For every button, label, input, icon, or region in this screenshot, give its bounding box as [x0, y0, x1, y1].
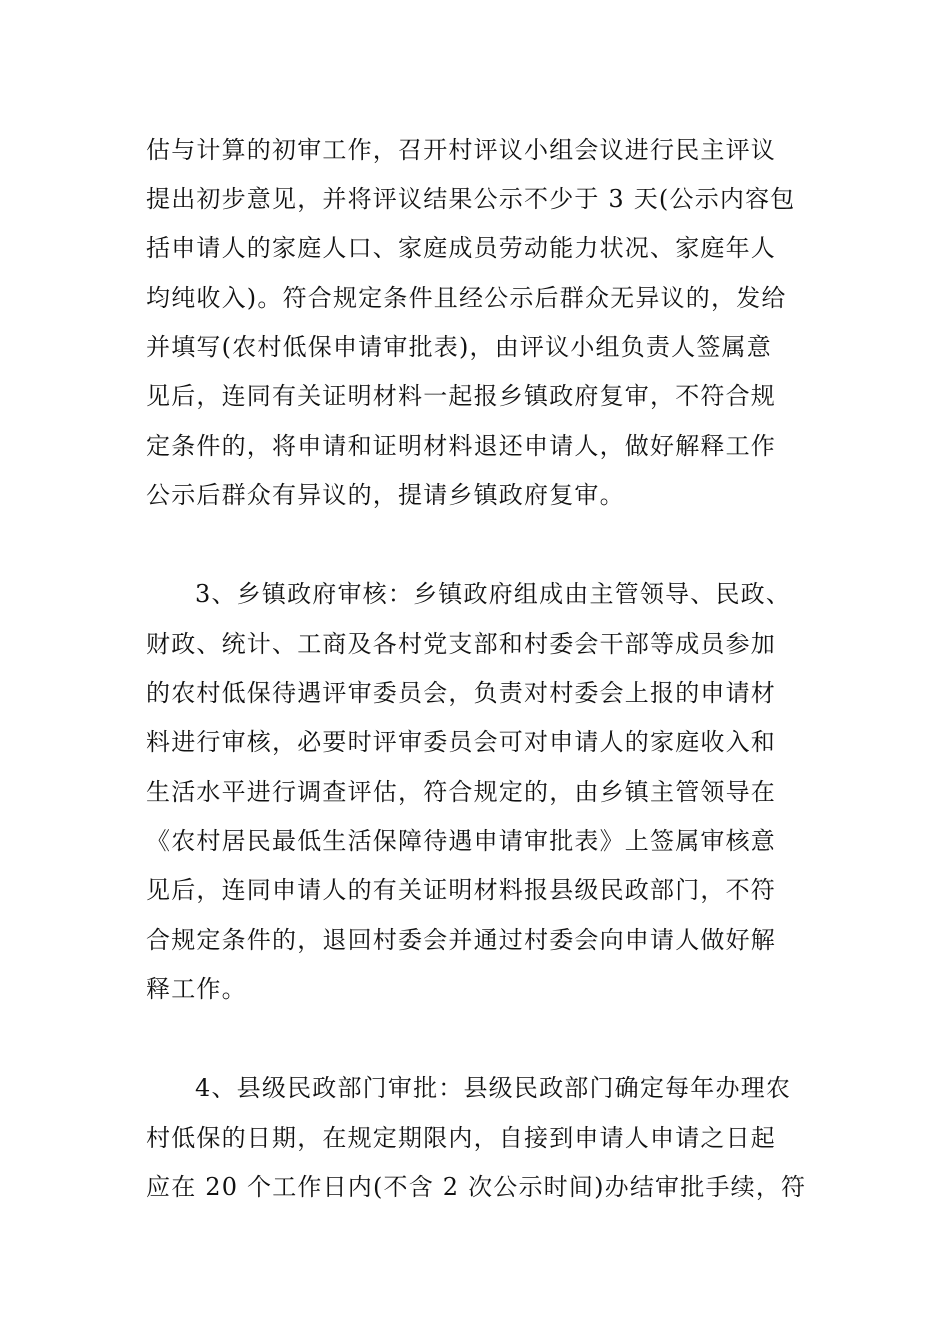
paragraph-2-line-8: 合规定条件的，退回村委会并通过村委会向申请人做好解: [146, 926, 776, 954]
paragraph-3-line-1: 4、县级民政部门审批：县级民政部门确定每年办理农: [195, 1074, 792, 1102]
paragraph-1-line-2: 提出初步意见，并将评议结果公示不少于 3 天(公示内容包: [146, 185, 796, 213]
paragraph-1-line-4: 均纯收入)。符合规定条件且经公示后群众无异议的，发给: [146, 284, 787, 312]
paragraph-1-line-8: 公示后群众有异议的，提请乡镇政府复审。: [146, 481, 625, 509]
paragraph-1-line-3: 括申请人的家庭人口、家庭成员劳动能力状况、家庭年人: [146, 234, 776, 262]
paragraph-1-line-6: 见后，连同有关证明材料一起报乡镇政府复审，不符合规: [146, 382, 776, 410]
paragraph-2-line-2: 财政、统计、工商及各村党支部和村委会干部等成员参加: [146, 630, 776, 658]
paragraph-3-line-3: 应在 20 个工作日内(不含 2 次公示时间)办结审批手续，符: [146, 1173, 807, 1201]
paragraph-2-line-1: 3、乡镇政府审核：乡镇政府组成由主管领导、民政、: [195, 580, 792, 608]
paragraph-1-line-7: 定条件的，将申请和证明材料退还申请人，做好解释工作: [146, 432, 776, 460]
paragraph-2-line-9: 释工作。: [146, 975, 247, 1003]
paragraph-2-line-3: 的农村低保待遇评审委员会，负责对村委会上报的申请材: [146, 679, 776, 707]
paragraph-1-line-1: 估与计算的初审工作，召开村评议小组会议进行民主评议: [146, 136, 776, 164]
paragraph-2-line-4: 料进行审核，必要时评审委员会可对申请人的家庭收入和: [146, 728, 776, 756]
paragraph-2-line-7: 见后，连同申请人的有关证明材料报县级民政部门，不符: [146, 876, 776, 904]
paragraph-2-line-5: 生活水平进行调查评估，符合规定的，由乡镇主管领导在: [146, 778, 776, 806]
paragraph-2-line-6: 《农村居民最低生活保障待遇申请审批表》上签属审核意: [146, 827, 776, 855]
paragraph-1-line-5: 并填写(农村低保申请审批表)，由评议小组负责人签属意: [146, 333, 772, 361]
paragraph-3-line-2: 村低保的日期，在规定期限内，自接到申请人申请之日起: [146, 1124, 776, 1152]
